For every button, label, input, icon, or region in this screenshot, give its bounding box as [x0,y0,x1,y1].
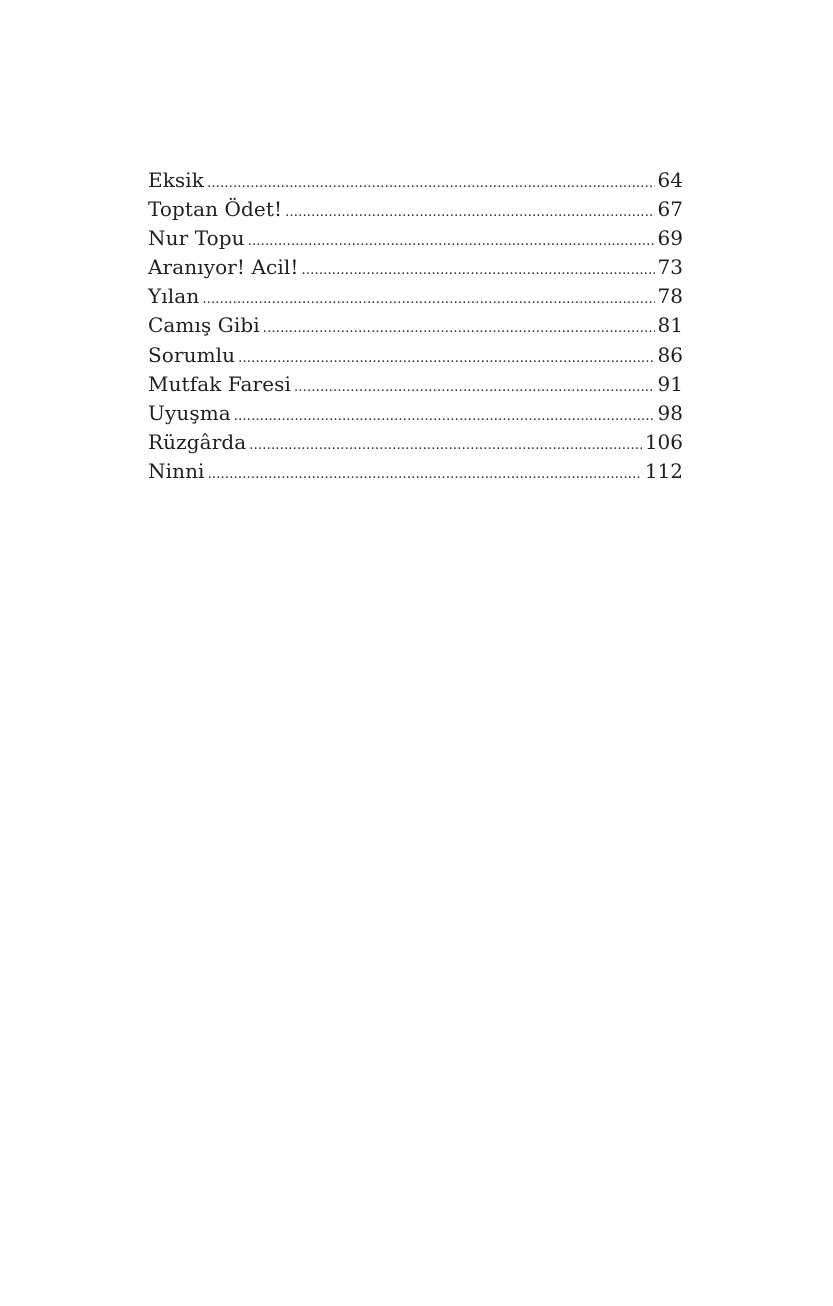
toc-entry-title: Aranıyor! Acil! [148,255,299,280]
toc-entry-title: Sorumlu [148,342,236,367]
toc-entry-title: Rüzgârda [148,429,247,454]
dot-leader [249,431,642,460]
toc-entry-page: 78 [657,284,683,309]
toc-entry [148,195,683,224]
toc-entry-title: Yılan [148,284,200,309]
toc-entry-title: Toptan Ödet! [148,197,283,222]
toc-entry [148,253,683,282]
dot-leader [207,169,655,198]
toc-entry-title: Ninni [148,458,205,483]
dot-leader [301,256,654,285]
table-of-contents [148,166,683,486]
dot-leader [234,402,655,431]
dot-leader [202,285,654,314]
toc-entry-title: Nur Topu [148,226,245,251]
dot-leader [248,227,655,256]
dot-leader [238,344,654,373]
toc-entry [148,428,683,457]
toc-entry-page: 86 [657,342,683,367]
toc-entry-title: Uyuşma [148,400,231,425]
toc-entry [148,370,683,399]
toc-entry-page: 98 [657,400,683,425]
toc-entry-page: 73 [657,255,683,280]
toc-entry-title: Eksik [148,168,204,192]
toc-entry [148,224,683,253]
toc-entry [148,311,683,340]
toc-entry-page: 67 [657,197,683,222]
toc-entry-page: 106 [644,429,683,454]
dot-leader [294,373,655,402]
toc-entry-page: 69 [657,226,683,251]
toc-entry-title: Mutfak Faresi [148,371,291,396]
dot-leader [263,314,655,343]
toc-entry [148,341,683,370]
dot-leader [285,198,654,227]
toc-entry-page: 112 [644,458,683,483]
dot-leader [208,460,642,489]
toc-entry [148,166,683,195]
toc-entry-title: Camış Gibi [148,313,260,338]
toc-entry-page: 81 [657,313,683,338]
toc-entry-page: 91 [657,371,683,396]
toc-entry [148,282,683,311]
toc-entry [148,457,683,486]
toc-entry-page: 64 [657,168,683,192]
toc-entry [148,399,683,428]
